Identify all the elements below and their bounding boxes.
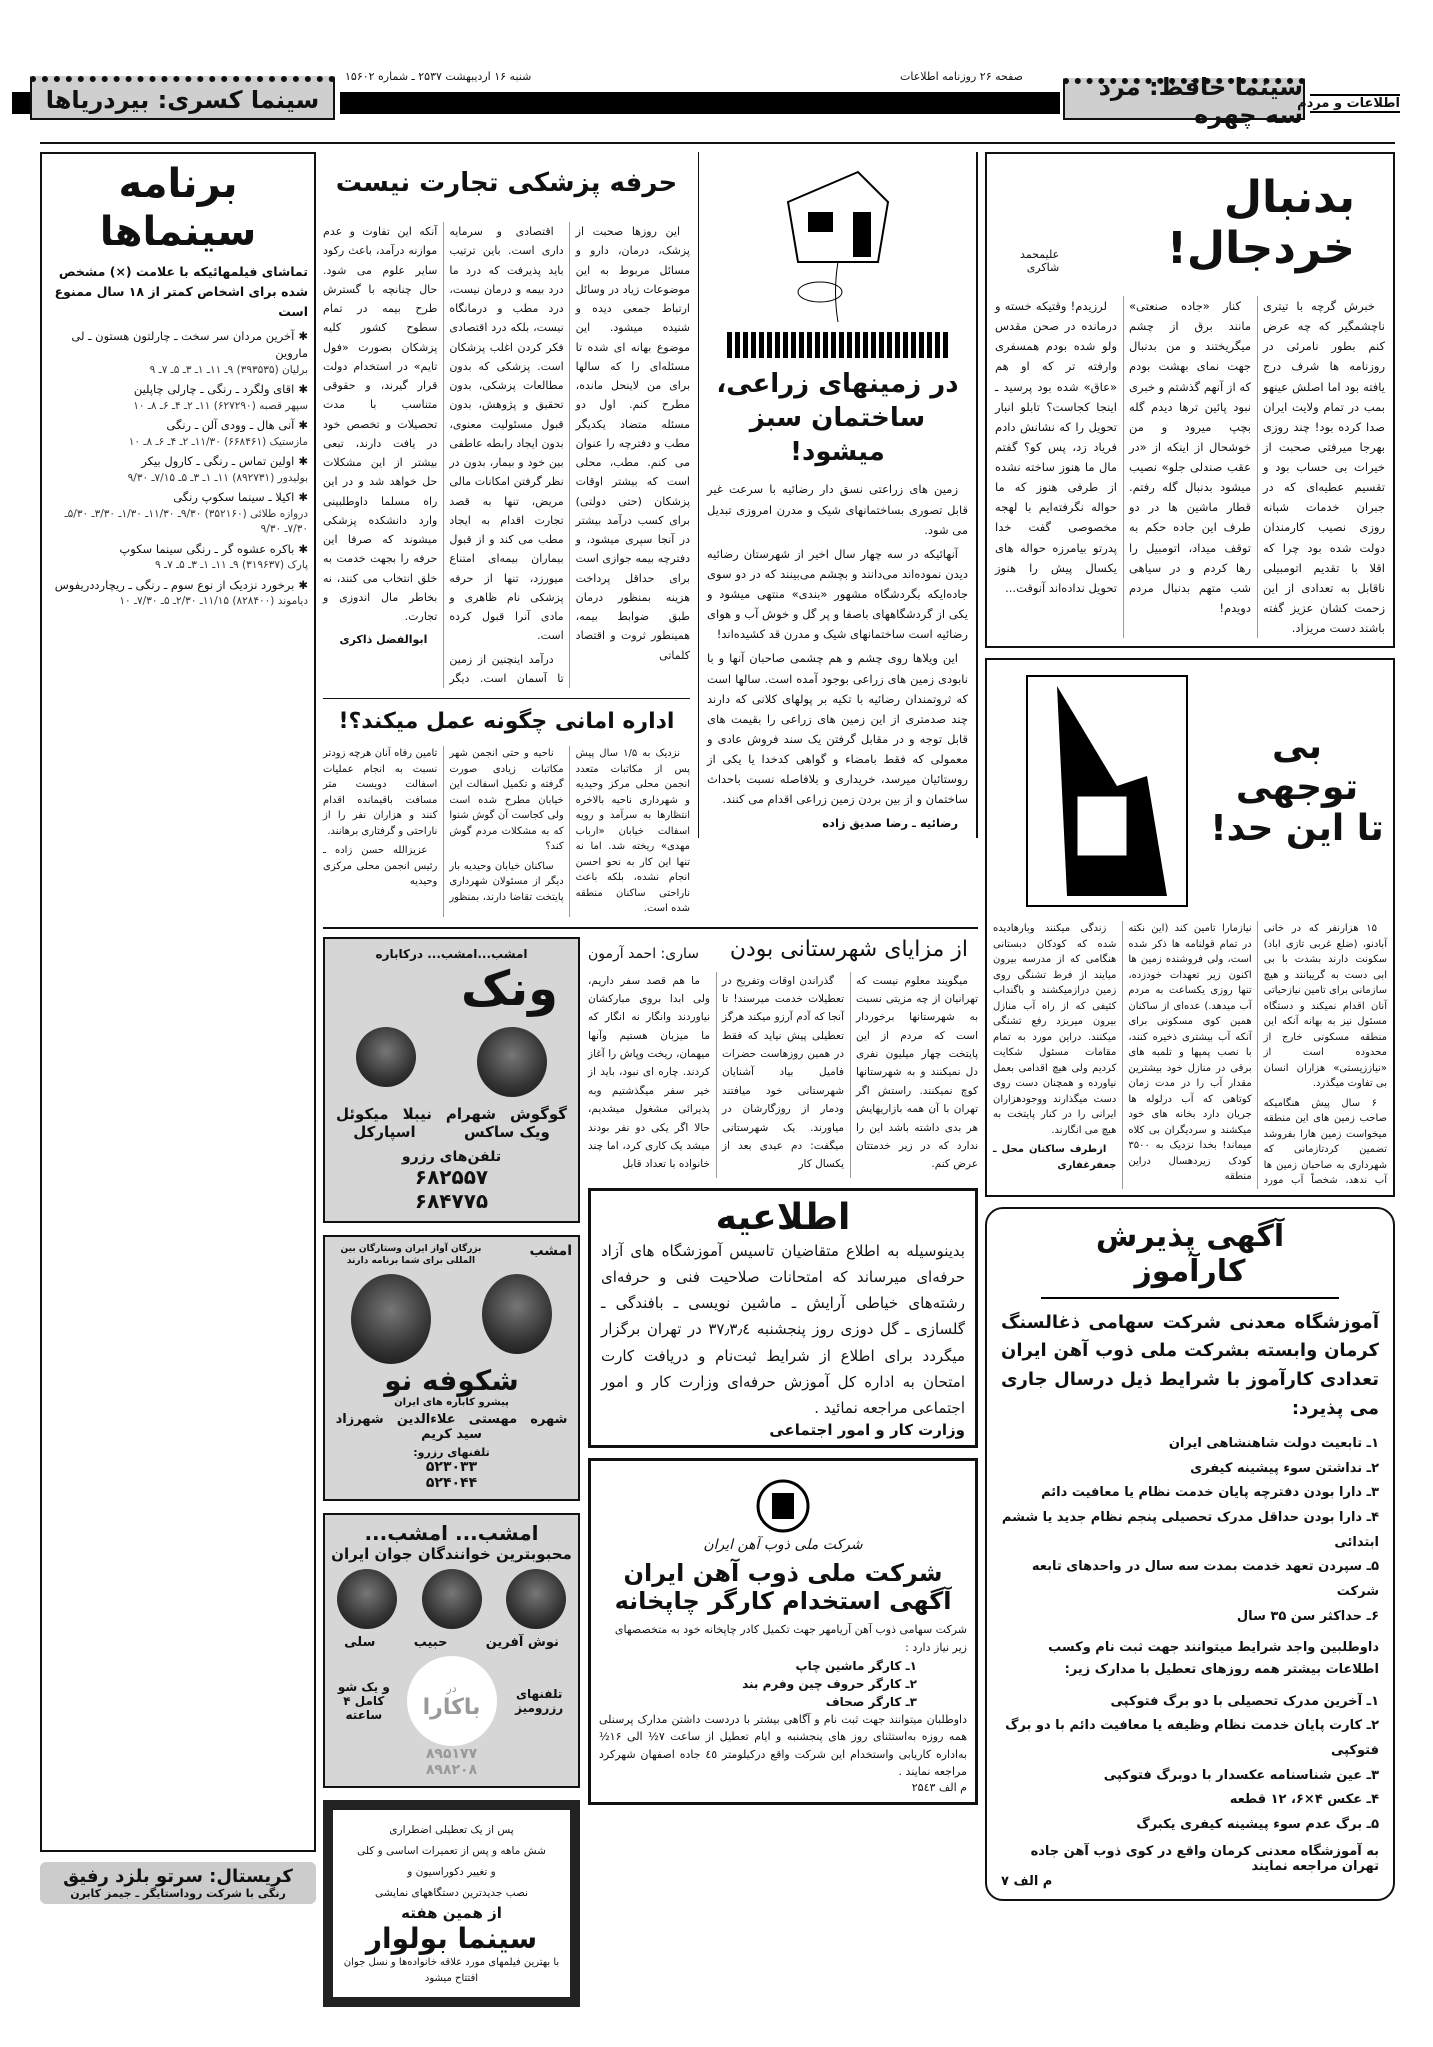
- author: ازطرف ساکنان محل ـ جعفرغفاری: [993, 1144, 1117, 1171]
- grass-illustration: [727, 332, 948, 358]
- show-text: و یک شو کامل ۴ ساعته: [337, 1679, 390, 1722]
- paragraph: زمین های زراعتی نسق دار رضائیه با سرعت غیر قابل تصوری بساختمانهای شیک و مدرن امروزی تبدیل می شود.: [707, 482, 968, 537]
- phone-number: ۵۲۴۰۴۴: [425, 1474, 478, 1491]
- ad-line: شش ماهه و پس از تعمیرات اساسی و کلی: [357, 1844, 546, 1857]
- condition-item: ۶ـ حداکثر سن ۳۵ سال: [1236, 1608, 1379, 1624]
- ad-body: داوطلبان میتوانند جهت ثبت نام و آگاهی بیشتر با دردست داشتن مدارک پرسنلی همه روزه به‌استثنای روز های پنجشنبه و ایام تعطیل از ساعت ۷½ الی ۱۶½ به‌اداره کاریابی واستخدام این شرکت واقع درکیلومتر ٤٥ جاده اصفهان شهرکرد مراجعه نمایند .: [599, 1712, 967, 1779]
- film-schedule: مازستیک (۶۶۸۴۶۱) ۱۱/۳۰ـ ۲ـ ۴ـ ۶ـ ۸ـ ۱۰: [128, 435, 308, 448]
- phone-number: ۸۹۵۱۷۷: [425, 1745, 478, 1762]
- article-title: در زمینهای زراعی، ساختمان سبز میشود!: [716, 369, 959, 467]
- paragraph: این روزها صحبت از پزشک، درمان، دارو و مسائل مربوط به این موضوعات زیاد در وسائل ارتباط جمعی دیده و شنیده میشود. این موضوع بهانه ای شده تا مسئله‌ای را که سالها برای من لاینحل مانده، مطرح کنم. اول دو مسئله متضاد یکدیگر مطب و دفترچه را عنوان می کنم. مطب، محلی است که بیشتر اوقات پزشکان (حتی دولتی) برای کسب درآمد بیشتر در آنجا سپری میشود، و دفترچه بیمه جوازی است برای حداقل پرداخت هزینه بمنظور درمان طبق ضوابط بیمه، همینطور ثروت و اقتصاد کلماتی: [575, 225, 690, 662]
- condition-item: ۱ـ تابعیت دولت شاهنشاهی ایران: [1168, 1435, 1379, 1451]
- author: علیمحمد شاکری: [1020, 248, 1060, 274]
- header-bar-left: [12, 92, 30, 114]
- paragraph: زندگی میکنند وبارهادیده شده که کودکان دبستانی هنگامی که از مدرسه بیرون میایند از فرط تشنگی روی زمین درازمیکشند و باگنداب کثیفی که از راه آب منازل بیرون میریزد رفع تشنگی میکنند. دراین مورد به تمام مقامات مسئول شکایت کردیم ولی هیچ اقدامی بعمل نیاورده و همچنان دست روی دست میگذارند ووجودهزاران ایرانی را در کنار پایتخت به هیچ می انگارند.: [993, 923, 1117, 1136]
- ad-top: امشب... امشب...: [364, 1520, 539, 1545]
- notice-signature: وزارت کار و امور اجتماعی: [769, 1421, 965, 1440]
- paragraph: آنهائیکه در سه چهار سال اخیر از شهرستان رضائیه دیدن نموده‌اند می‌دانند و بچشم می‌بینند که در دو سوی جاده‌ایکه بگردشگاه مشهور «بندی» منتهی میشود و یکی از گردشگاههای باصفا و پر گل و خوش آب و هوای رضائیه است ساختمانهای شیک و مدرن قد کشیده‌اند!: [707, 546, 968, 642]
- condition-item: ۳ـ دارا بودن دفترچه پایان خدمت نظام یا معافیت دائم: [1041, 1485, 1379, 1501]
- article-title: اداره امانی چگونه عمل میکند؟!: [338, 709, 675, 734]
- film-title: ✱ باکره عشوه گر ـ رنگی سینما سکوپ: [48, 541, 308, 558]
- paragraph: گذراندن اوقات وتفریح در تعطیلات خدمت میرسند! تا آنجا که آدم آرزو میکند هرگز تعطیلی پیش نیاید که فقط در همین روزهاست حضرات فامیل بیاد آشنایان شهرستانی خود میافتند ودمار از روزگارشان در میاورند. یک شهرستانی میگفت: دم عیدی بعد از یکسال کار: [722, 974, 844, 1171]
- list-item: [48, 541, 308, 574]
- trainee-admission-ad: [985, 1207, 1395, 1901]
- position-item: ۳ـ کارگر صحاف: [825, 1694, 917, 1709]
- article-title-2: تا این حد!: [1210, 808, 1384, 850]
- ad-tag: پیشرو کاباره های ایران: [394, 1396, 509, 1408]
- section-title: اطلاعات و مردم: [1297, 96, 1400, 111]
- ad-title: شرکت ملی ذوب آهن ایران: [623, 1559, 943, 1588]
- performer-photo: [477, 1027, 547, 1097]
- document-item: ۳ـ عین شناسنامه عکسدار با دوبرگ فتوکپی: [1103, 1767, 1379, 1783]
- notice-ad: [588, 1188, 978, 1449]
- phones-label: تلفنهای رزرو:: [413, 1445, 490, 1459]
- performer-name: ویک ساکس: [463, 1122, 550, 1141]
- paragraph: ما هم قصد سفر داریم، ولی ابدا بروی مبارکشان نیاوردند وانگار نه انگار که ما میزبان هستیم وآنها میهمان، ریخت وپاش را آغاز کردند. چاره ای نبود، باید از خیر سفر میگذشتیم وبه پذیرائی مشغول میشدیم، حالا اگر یکی دو نفر بودند میشد یک کاری کرد، اما چند خانواده با تعداد قابل: [588, 974, 710, 1171]
- performer-name: گوگوش: [510, 1104, 567, 1123]
- ad-intro: آموزشگاه معدنی شرکت سهامی ذغالسنگ کرمان وابسته بشرکت ملی ذوب آهن ایران تعدادی کارآموز با شرایط ذیل درسال جاری می پذیرد:: [1001, 1311, 1379, 1420]
- film-title: ✱ آخرین مردان سر سخت ـ چارلتون هستون ـ لی ماروین: [48, 328, 308, 363]
- cinema-program: [40, 152, 316, 1852]
- logo-script: شرکت ملی ذوب آهن ایران: [703, 1537, 863, 1554]
- article-provincial: [588, 937, 978, 1178]
- film-title: ✱ اکیلا ـ سینما سکوپ رنگی: [48, 489, 308, 506]
- middle-region: [323, 152, 978, 2019]
- performer-photo: [482, 1274, 552, 1354]
- notice-title: اطلاعیه: [715, 1196, 851, 1238]
- ad-lines: [341, 1820, 562, 1904]
- steel-company-ad: [588, 1458, 978, 1805]
- cinema-hafez-banner: سینما حافظ: مرد سه چهره: [1063, 78, 1305, 120]
- document-item: ۲ـ کارت پایان خدمت نظام وظیفه یا معافیت دائم با دو برگ فتوکپی: [1005, 1718, 1379, 1758]
- film-schedule: پارک (۳۱۹۶۳۷) ۹ـ ۱۱ـ ۱ـ ۳ـ ۵ـ ۷ـ ۹: [155, 559, 308, 572]
- provincial-notice-steel-stack: [588, 937, 978, 1805]
- performer-name: نوش آفرین: [485, 1634, 559, 1650]
- ad-line: پس از یک تعطیلی اضطراری: [389, 1823, 514, 1836]
- performer-photo: [351, 1274, 431, 1364]
- paragraph: خبرش گرچه با تیتری ناچشمگیر که چه عرض کنم بطور نامرئی در روزنامه ها شرف درج یافته بود اما اصلش عینهو بمب در تمام ولایت ایران صدا کرده بود! چند روزی بهرجا میرفتی صحبت از خیرات بی حساب بود و تقسیم عطیه‌ای که در جبران خدمات شبانه روزی نصیب کارمندان دولت شده بود چرا که اقلا با تقدیم اتومبیلی ناقابل به تعدادی از این زحمت کشان عزیز گفته باشند دست مریزاد.: [1263, 299, 1385, 635]
- cinema-list: [48, 328, 308, 610]
- ad-top: امشب: [529, 1242, 572, 1259]
- ad-intro: شرکت سهامی ذوب آهن آریامهر جهت تکمیل کادر چاپخانه خود به متخصصهای زیر نیاز دارد :: [614, 1623, 967, 1654]
- film-title: ✱ اولین تماس ـ رنگی ـ کارول بیکر: [48, 453, 308, 470]
- list-item: [48, 417, 308, 450]
- ad-line: نصب جدیدترین دستگاههای نمایشی: [374, 1886, 529, 1899]
- document-item: ۵ـ برگ عدم سوء پیشینه کیفری یکبرگ: [1136, 1816, 1379, 1832]
- article-title: حرفه پزشکی تجارت نیست: [335, 168, 678, 198]
- performer-name: سلی: [344, 1634, 376, 1650]
- author: ابوالفضل ذاکری: [339, 633, 428, 647]
- article-farmland: [698, 152, 978, 838]
- performer-photo: [337, 1569, 397, 1629]
- film-title: ✱ برخورد نزدیک از نوع سوم ـ رنگی ـ ریچارددریفوس: [48, 577, 308, 594]
- paragraph: میگویند معلوم نیست که تهرانیان از چه مزیتی نسبت به شهرستانها برخوردار است که مردم از این پایتخت چهار میلیون نفری دل نمیکنند و به شهرستانها کوچ نمیکنند. راستش اگر تهران با آن همه بازاریهایش هر بدی داشته باشد این را ندارد که در زیر خدمتتان عرض کنم.: [856, 974, 978, 1171]
- ad-subtitle: محبوبترین خوانندگان جوان ایران: [331, 1544, 572, 1563]
- paragraph: کنار «جاده صنعتی» مانند برق از چشم میگریختند و من بدنبال جهت نمای بهشت بودم که از آنهم گذشتم و خبری نبود پائین ترها دیدم گله بچپ میرود و من خوشحال از اینکه از «در عقب صندلی جلو» نصیب میشود بدنبال گله رفتم. قطار ماشین ها در دو طرف این جاده حکم به توقف میداد، اتومبیل را رها کردم و در سیاهی شب متهم بدنبال مردم دویدم!: [1129, 299, 1251, 615]
- performer-names: [325, 1635, 578, 1650]
- phones: [325, 1459, 578, 1491]
- list-item: [48, 328, 308, 378]
- phones: [325, 1746, 578, 1778]
- ad-cinema-boulevard: [323, 1800, 580, 2007]
- phones-label: تلفن‌های رزرو: [401, 1148, 502, 1165]
- paragraph: لرزیدم! وقتیکه خسته و درمانده در صحن مقدس ولو شده بودم همسفری وارفته تر که او هم «عاق» شده بود پرسید ـ اینجا کجاست؟ تابلو انبار تحویل را که نشانش دادم فریاد زد، پس کو؟ گفتم مال ما هنوز ساخته نشده از طرفی هنوز که ما حواله نگرفته‌ایم با لهجه مخصوصی گفت خدا پدرتو بیامرزه حواله های یکسال پیش را هنوز تحویل نداده‌اند آنوقت...: [995, 299, 1117, 595]
- document-item: ۴ـ عکس ۴×۶، ۱۲ قطعه: [1229, 1792, 1379, 1808]
- paragraph: این ویلاها روی چشم و هم چشمی صاحبان آنها و با نابودی زمین های زراعی بوجود آمده است. سالها است که ثروتمندان رضائیه با تکیه بر پولهای کلانی که دارند چند صدمتری از این زمین های زراعی را بقیمت های قابل توجه و در مقابل گرفتن یک سند فروش عادی و معمولی که فقط بامضاء و گواهی کدخدا یا یکی از روستائیان میرسد، خریداری و بلافاصله نسبت باحداث ساختمان و از بین بردن زمین زراعی اقدام می کنند.: [707, 651, 968, 807]
- cinema-kasra-banner: سینما کسری: بیردریاها: [30, 76, 335, 120]
- performer-photo: [506, 1569, 566, 1629]
- phones-label: تلفنهای رزرومیز: [515, 1686, 564, 1715]
- issue-date: شنبه ۱۶ اردیبهشت ۲۵۳۷ ـ شماره ۱۵۶۰۲: [345, 70, 532, 83]
- performer-name: حبیب: [413, 1634, 448, 1650]
- age-restriction-note: تماشای فیلمهائیکه با علامت (×) مشخص شده برای اشخاص کمتر از ۱۸ سال ممنوع است: [54, 264, 308, 319]
- crystal-cinema-ad: [40, 1862, 316, 1904]
- phone-number: ۵۲۳۰۳۳: [425, 1458, 478, 1475]
- article-title: بی توجهی: [1235, 726, 1359, 809]
- ad-code: م الف ۷: [1001, 1873, 1053, 1889]
- ad-venue-name: شکوفه نو: [384, 1363, 519, 1397]
- document-item: ۱ـ آخرین مدرک تحصیلی با دو برگ فتوکپی: [1110, 1693, 1379, 1709]
- film-schedule: بولیدور (۸۹۲۷۳۱) ۱۱ـ ۱ـ ۳ـ ۵ـ ۷/۱۵ـ ۹/۳۰: [127, 471, 308, 484]
- ad-top: امشب...امشب... درکاباره: [375, 946, 528, 961]
- performer-photo: [422, 1569, 482, 1629]
- list-item: [48, 453, 308, 486]
- notice-body: بدینوسیله به اطلاع متقاضیان تاسیس آموزشگاه های آزاد حرفه‌ای میرساند که امتحانات صلاحیت فنی و حرفه‌ای رشته‌های خیاطی آرایش ـ ماشین نویسی ـ بافندگی ـ گلسازی ـ گل دوزی روز پنجشنبه ۳۷٫۳٫٤ در تهران برگزار میگردد برای اطلاع از شرایط ثبت‌نام و دریافت کارت امتحان به اداره کل آموزش حرفه‌ای وزارت کار و امور اجتماعی مراجعه نمائید .: [601, 1241, 966, 1418]
- list-item: [48, 489, 308, 538]
- article-neglect: [985, 658, 1395, 1197]
- author: ساری: احمد آرمون: [588, 945, 699, 962]
- conditions-list: [1001, 1432, 1379, 1630]
- ad-footer: به آموزشگاه معدنی کرمان واقع در کوی ذوب آهن جاده تهران مراجعه نمایند: [1030, 1843, 1379, 1874]
- performer-name: شهرام: [445, 1104, 497, 1123]
- phone-number: ۶۸۴۷۷۵: [414, 1188, 489, 1213]
- article-title: بدنبال خردجال!: [1166, 172, 1355, 274]
- ad-line: و تغییر دکوراسیون و: [407, 1865, 496, 1878]
- list-item: [48, 381, 308, 414]
- page-number: صفحه ۲۶ روزنامه اطلاعات: [900, 70, 1024, 83]
- film-title: ✱ اقای ولگرد ـ رنگی ـ چارلی چاپلین: [48, 381, 308, 398]
- article-amani: [323, 698, 690, 917]
- performer-names: [329, 1105, 574, 1141]
- ad-subtitle: آگهی استخدام کارگر چاپخانه: [614, 1587, 952, 1616]
- paragraph: درآمد اینچنین از زمین تا آسمان است. دیگر آنکه این تفاوت و عدم موازنه درآمد، باعث رکود سایر علوم می شود. حال چنانچه با گسترش طرح بیمه در تمام سطوح کشور کلیه پزشکان بصورت «فول تایم» در استخدام دولت قرار گیرند، و حقوقی متناسب با مدت تحصیلات و تخصص خود در یافت دارند، تبعی بیشتر از این مشکلات حل خواهد شد و در این راه مسلما داوطلبینی وارد دانشکده پزشکی میشوند که صرفا این حرفه را بجهت خدمت به خلق انتخاب می کنند، نه بخاطر مال اندوزی و تجارت.: [323, 225, 564, 685]
- article-khordjal: [985, 152, 1395, 648]
- list-item: [48, 577, 308, 610]
- condition-item: ۴ـ دارا بودن حداقل مدرک تحصیلی پنجم نظام جدید یا ششم ابتدائی: [1001, 1509, 1379, 1550]
- performer-photo: [356, 1027, 416, 1087]
- faucet-hand-illustration: [997, 666, 1207, 916]
- ad-venue-name: سینما بولوار: [365, 1921, 538, 1955]
- positions-list: [599, 1657, 967, 1711]
- ad-shokoufeh-no: [323, 1235, 580, 1501]
- right-column: [985, 152, 1395, 1901]
- performer-names: [329, 1412, 574, 1442]
- paragraph: نزدیک به ۱/۵ سال پیش پس از مکاتبات متعدد انجمن محلی مرکز وحیدیه و شهرداری ناحیه بالاخره انتظارها به سرآمد و رویه اسفالت خیابان «ارباب مهدی» ریخته شد. اما نه تنها این کار به نحو احسن انجام نشده، بلکه باعث ناراحتی ساکنان منطقه شده است.: [575, 748, 690, 914]
- performer-name: نیبلا: [402, 1104, 432, 1123]
- performer-name: اسپارکل: [353, 1122, 416, 1141]
- performer-name: میکوئل: [336, 1104, 389, 1123]
- performer-name: سید کریم: [421, 1426, 482, 1442]
- ads-stack: [323, 937, 580, 2019]
- position-item: ۱ـ کارگر ماشین چاپ: [795, 1658, 917, 1673]
- position-item: ۲ـ کارگر حروف چین وفرم بند: [742, 1676, 917, 1691]
- phone-number: ۸۹۸۲۰۸: [425, 1761, 478, 1778]
- documents-list: [1001, 1690, 1379, 1838]
- performer-name: مهستی: [468, 1411, 518, 1427]
- performer-name: علاءالدین: [396, 1411, 456, 1427]
- crystal-ad-title: کریستال: سرتو بلزد رفیق: [63, 1866, 293, 1887]
- ad-code: م الف ۲۵٤۳: [911, 1780, 967, 1794]
- condition-item: ۲ـ نداشتن سوء پیشینه کیفری: [1190, 1460, 1379, 1476]
- header-bar: [340, 92, 1060, 114]
- film-title: ✱ آنی هال ـ وودی آلن ـ رنگی: [48, 417, 308, 434]
- article-medicine: [323, 152, 690, 688]
- ad-vanak: [323, 937, 580, 1223]
- film-schedule: دروازه طلائی (۳۵۲۱۶۰) ۹/۳۰ـ ۱۱/۳۰ـ ۱/۳۰ـ ۳/۳۰ـ ۵/۳۰ـ ۷/۳۰ـ ۹/۳۰: [64, 507, 308, 536]
- condition-item: ۵ـ سپردن تعهد خدمت بمدت سه سال در واحدهای تابعه شرکت: [1031, 1559, 1379, 1599]
- phones: [325, 1165, 578, 1213]
- film-schedule: سپهر قصبه (۶۲۷۲۹۰) ۱۱ـ ۲ـ ۴ـ ۶ـ ۸ـ ۱۰: [133, 399, 308, 412]
- ad-title: آگهی پذیرش کارآموز: [1041, 1219, 1339, 1299]
- article-title: از مزایای شهرستانی بودن: [729, 936, 968, 962]
- house-flower-illustration: [738, 162, 938, 332]
- ad-bakara: [323, 1513, 580, 1788]
- paragraph: ۶ سال پیش هنگامیکه صاحب زمین های این منطقه میخواست زمین هارا بفروشد تضمین کردتازمانی که شهرداری به صاحبان زمین ها آب ندهد، شخصاً آب مورد نیازمارا تامین کند (این نکته در تمام قولنامه ها ذکر شده است، ولی فروشنده زمین ها اکنون زیر تعهدات خودزده، تنها روزی یکساعت به مردم آب میدهد.) عده‌ای از ساکنان همین کوی مسکونی برای آنکه آب بیشتری ذخیره کنند، با نصب پمپها و تلمبه های برقی در منازل خود بیشترین مقدار آب را در مدت زمان کوتاهی که آب درلوله ها جریان دارد بخانه های خود میکشند و سردیگران بی کلاه میماند! بخدا نزدیک به ۳۵۰۰ کودک زیردهسال دراین منطقه: [1128, 923, 1387, 1187]
- ad-mid: داوطلبین واجد شرایط میتوانند جهت ثبت نام وکسب اطلاعات بیشتر همه روزهای تعطیل با مدارک زیر:: [1048, 1640, 1379, 1678]
- paragraph: اقتصادی و سرمایه داری است. باین ترتیب باید پذیرفت که درد ما درد بیمه و درمان نیست، درد مطب و درمانگاه نیست، بلکه درد اقتصادی فکر کردن اغلب پزشکان است. پزشکی که بدون مطالعات پزشکی، بدون تحقیق و پژوهش، بدون قبول مسئولیت معنوی، بدون ایجاد رابطه عاطفی بین خود و بیمار، بدون در نظر گرفتن امکانات مالی مریض، تنها به قصد تجارت اقدام به ایجاد مطب می کند و از قبول بیماران بیمه‌ای امتناع میورزد، تنها از حرفه پزشکی نام ظاهری و مادی آنرا قبول کرده است.: [449, 225, 564, 643]
- ad-venue-name: ونک: [460, 960, 558, 1017]
- performer-name: شهرزاد: [335, 1411, 384, 1427]
- ad-venue-name: باکارا: [422, 1694, 481, 1720]
- ad-subtitle: بزرگان آواز ایران وستارگان بین المللی برای شما برنامه دارند: [340, 1243, 482, 1267]
- author: عزیزالله حسن زاده ـ رئیس انجمن محلی مرکزی وحیدیه: [323, 845, 438, 887]
- crystal-ad-subtitle: رنگی با شرکت روداستایگر ـ جیمز کابرن: [70, 1887, 286, 1900]
- medicine-amani-stack: [323, 152, 690, 917]
- film-schedule: برلیان (۳۹۳۵۳۵) ۹ـ ۱۱ـ ۱ـ ۳ـ ۵ـ ۷ـ ۹: [149, 363, 308, 376]
- paragraph: ۱۵ هزارنفر که در خانی آبادنو، (ضلع غربی تازی اباد) سکونت دارند بشدت با بی ابی دست به گریبانند و هیچ سازمانی برای تامین نیازحیاتی آنان اقدام نمیکند و دستگاه مسئول نیز به بهانه آنکه این منطقه مسکونی خارج از محدوده است از «نیاززیستی» هزاران انسان بی تفاوت میگذرد.: [1263, 923, 1387, 1090]
- left-column: [40, 152, 316, 1904]
- company-emblem-icon: [756, 1479, 810, 1533]
- phone-number: ۶۸۲۵۵۷: [414, 1164, 489, 1189]
- paragraph: ساکنان خیابان وحیدیه بار دیگر از مسئولان شهرداری پایتخت تقاضا دارند، بمنظور تامین رفاه آنان هرچه زودتر نسبت به انجام عملیات اسفالت دویست متر مسافت باقیمانده اقدام کنند و هزاران نفر را از ناراحتی و گرفتاری برهانند.: [323, 748, 564, 903]
- performer-name: شهره: [530, 1411, 568, 1427]
- venue-prefix: در: [446, 1681, 457, 1695]
- cinema-program-title: برنامه سینماها: [99, 161, 257, 255]
- author: رضائیه ـ رضا صدیق زاده: [822, 816, 958, 831]
- ad-headline: از همین هفته: [401, 1903, 502, 1922]
- film-schedule: دیاموند (۸۲۸۴۰۰) ۱۱/۱۵ـ ۲/۳۰ـ ۵ـ ۷/۳۰ـ ۱۰: [119, 595, 308, 608]
- paragraph: ناحیه و حتی انجمن شهر مکاتبات زیادی صورت گرفته و تکمیل اسفالت این خیابان مطرح شده است ولی کجاست آن گوش شنوا که به مشکلات مردم گوش کند؟: [449, 748, 564, 852]
- ad-footer: با بهترین فیلمهای مورد علاقه خانواده‌ها و نسل جوان افتتاح میشود: [343, 1956, 560, 1984]
